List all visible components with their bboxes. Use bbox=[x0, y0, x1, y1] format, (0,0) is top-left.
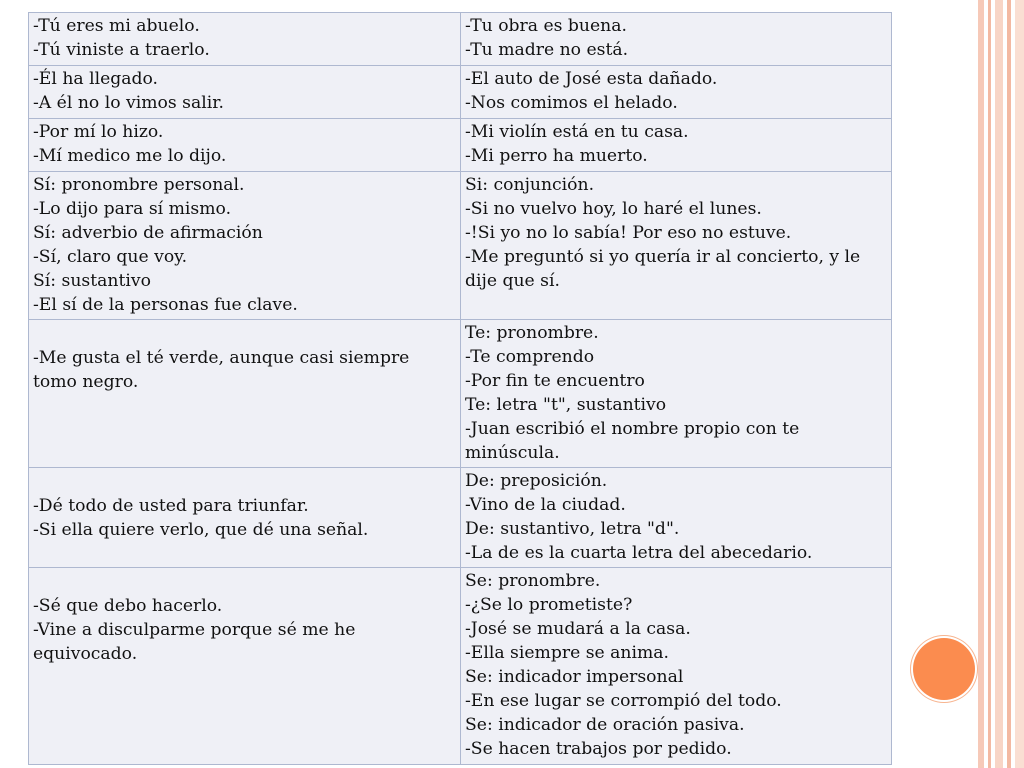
table-row bbox=[29, 468, 892, 568]
table-row bbox=[29, 568, 892, 765]
table-cell-left bbox=[29, 172, 461, 320]
decor-stripe bbox=[1007, 0, 1011, 768]
cell-line: -Por mí lo hizo. bbox=[33, 122, 164, 142]
cell-line: -Nos comimos el helado. bbox=[465, 93, 678, 113]
cell-line: -Él ha llegado. bbox=[33, 69, 159, 89]
cell-line: -Ella siempre se anima. bbox=[465, 643, 669, 663]
cell-line: -Si no vuelvo hoy, lo haré el lunes. bbox=[465, 199, 762, 219]
cell-line: -Sí, claro que voy. bbox=[33, 247, 188, 267]
cell-line: -En ese lugar se corrompió del todo. bbox=[465, 691, 782, 711]
table-cell-left bbox=[29, 468, 461, 568]
decor-stripe bbox=[1015, 0, 1024, 768]
cell-line: Se: indicador de oración pasiva. bbox=[465, 715, 745, 735]
table-row bbox=[29, 172, 892, 320]
decor-stripe bbox=[988, 0, 991, 768]
cell-line: -Mí medico me lo dijo. bbox=[33, 146, 227, 166]
decor-stripe bbox=[995, 0, 1003, 768]
cell-line: Te: pronombre. bbox=[465, 323, 599, 343]
cell-line: -El sí de la personas fue clave. bbox=[33, 295, 298, 315]
cell-line: -Mi violín está en tu casa. bbox=[465, 122, 689, 142]
cell-line: -Por fin te encuentro bbox=[465, 371, 645, 391]
table-cell-left bbox=[29, 320, 461, 468]
cell-line: -Tú eres mi abuelo. bbox=[33, 16, 200, 36]
cell-line: Sí: sustantivo bbox=[33, 271, 151, 291]
cell-line: -Me gusta el té verde, aunque casi siempre tomo negro. bbox=[33, 348, 415, 392]
table-row bbox=[29, 13, 892, 66]
cell-line: -Te comprendo bbox=[465, 347, 595, 367]
cell-line: -Se hacen trabajos por pedido. bbox=[465, 739, 732, 759]
decor-circle bbox=[913, 638, 975, 700]
cell-line: Se: pronombre. bbox=[465, 571, 601, 591]
cell-line: -El auto de José esta dañado. bbox=[465, 69, 718, 89]
table-row bbox=[29, 66, 892, 119]
cell-line: -Mi perro ha muerto. bbox=[465, 146, 648, 166]
table-cell-right bbox=[461, 320, 892, 468]
cell-line: Sí: pronombre personal. bbox=[33, 175, 245, 195]
cell-line: -Tu madre no está. bbox=[465, 40, 629, 60]
cell-line: Sí: adverbio de afirmación bbox=[33, 223, 263, 243]
cell-line: Se: indicador impersonal bbox=[465, 667, 684, 687]
cell-line: Te: letra "t", sustantivo bbox=[465, 395, 667, 415]
cell-line: -Vino de la ciudad. bbox=[465, 495, 626, 515]
cell-line: -La de es la cuarta letra del abecedario. bbox=[465, 543, 813, 563]
decor-stripe bbox=[978, 0, 984, 768]
table-row bbox=[29, 320, 892, 468]
table-cell-right bbox=[461, 119, 892, 172]
cell-line: -Me preguntó si yo quería ir al concierto, y le dije que sí. bbox=[465, 247, 866, 291]
cell-line: -¿Se lo prometiste? bbox=[465, 595, 633, 615]
cell-line: -Vine a disculparme porque sé me he equivocado. bbox=[33, 620, 361, 664]
table-cell-right bbox=[461, 66, 892, 119]
cell-line: De: preposición. bbox=[465, 471, 608, 491]
cell-line: -Juan escribió el nombre propio con te minúscula. bbox=[465, 419, 805, 463]
cell-line: -A él no lo vimos salir. bbox=[33, 93, 224, 113]
table-cell-right bbox=[461, 172, 892, 320]
cell-line: De: sustantivo, letra "d". bbox=[465, 519, 680, 539]
cell-line: -!Si yo no lo sabía! Por eso no estuve. bbox=[465, 223, 792, 243]
cell-line: -José se mudará a la casa. bbox=[465, 619, 691, 639]
table-cell-left bbox=[29, 568, 461, 765]
accent-table bbox=[28, 12, 892, 765]
table-cell-left bbox=[29, 119, 461, 172]
cell-line: -Tu obra es buena. bbox=[465, 16, 627, 36]
cell-line: -Tú viniste a traerlo. bbox=[33, 40, 210, 60]
cell-line: -Sé que debo hacerlo. bbox=[33, 596, 223, 616]
cell-line: -Lo dijo para sí mismo. bbox=[33, 199, 232, 219]
cell-line: -Dé todo de usted para triunfar. bbox=[33, 496, 309, 516]
table-row bbox=[29, 119, 892, 172]
cell-line: Si: conjunción. bbox=[465, 175, 595, 195]
table-cell-left bbox=[29, 66, 461, 119]
table-cell-right bbox=[461, 13, 892, 66]
table-cell-left bbox=[29, 13, 461, 66]
table-cell-right bbox=[461, 468, 892, 568]
cell-line: -Si ella quiere verlo, que dé una señal. bbox=[33, 520, 369, 540]
table-cell-right bbox=[461, 568, 892, 765]
